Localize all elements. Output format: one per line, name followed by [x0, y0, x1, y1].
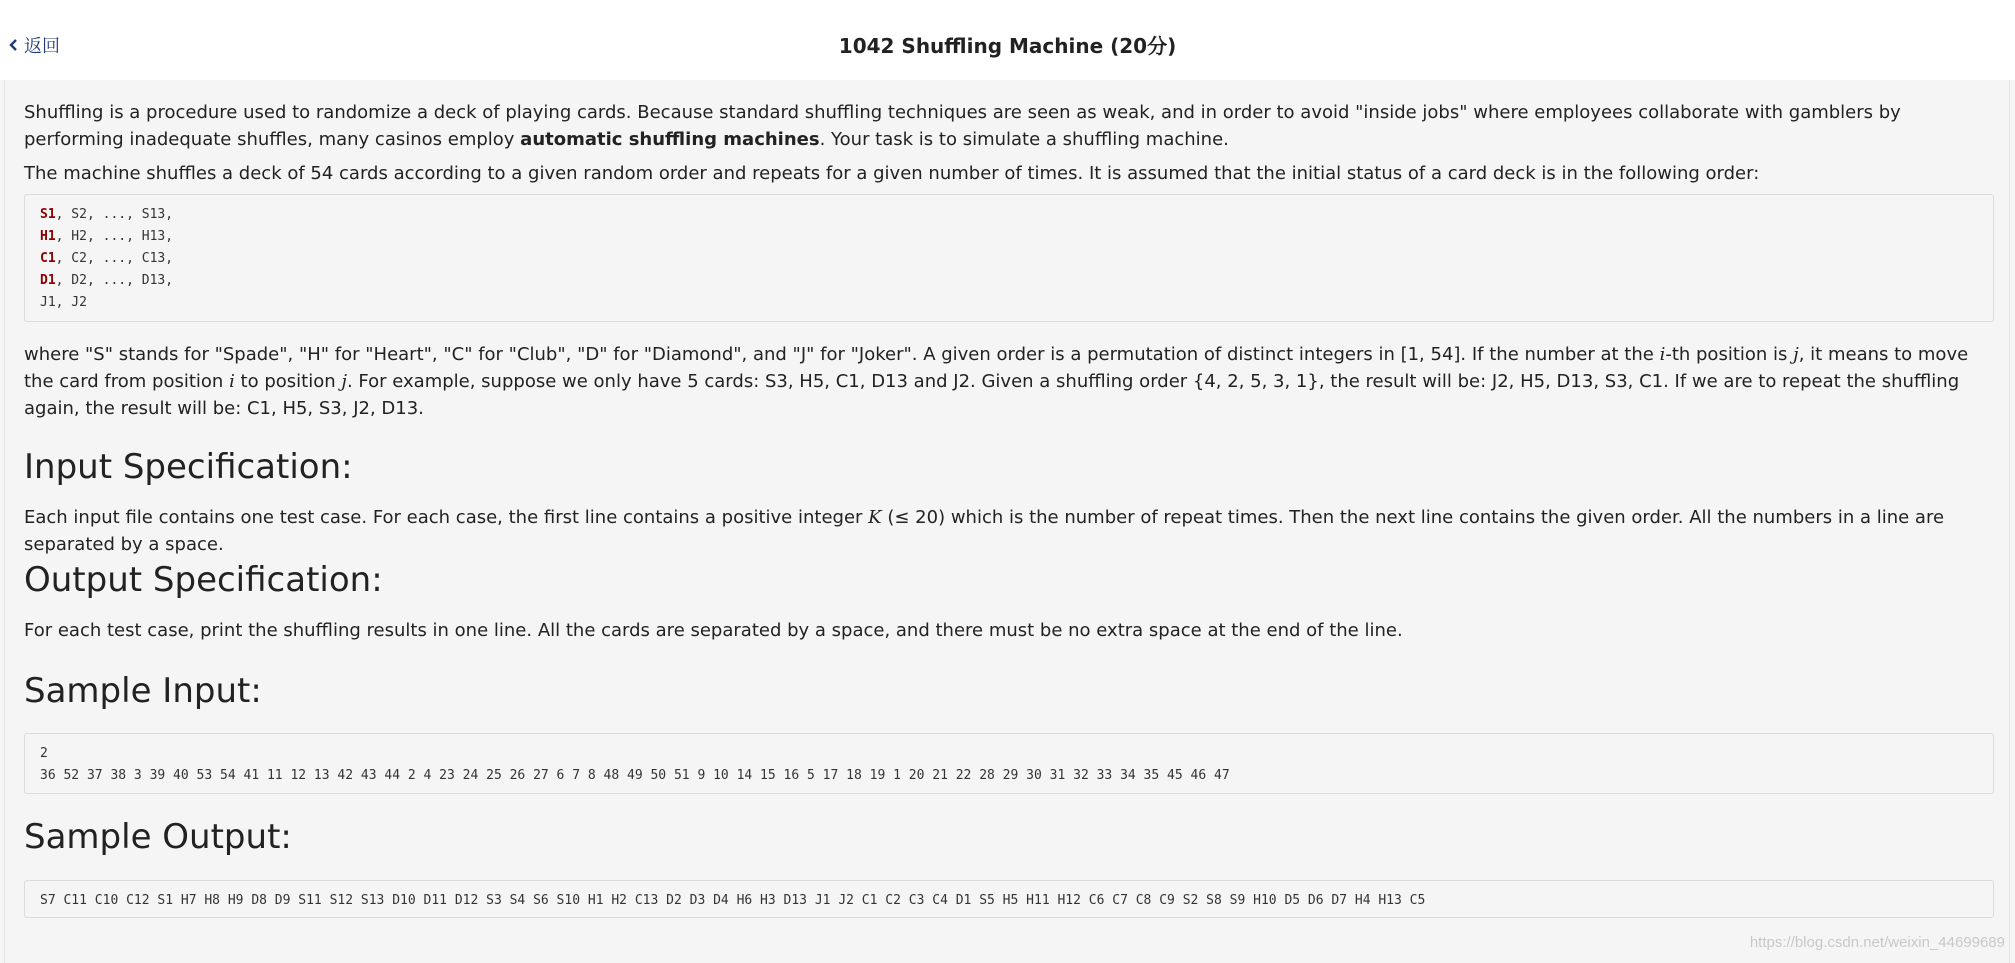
output-spec-paragraph: For each test case, print the shuffling results in one line. All the cards are separated by a space, and there must be no extra space at the end of the line. — [24, 620, 1403, 641]
input-spec-heading: Input Specification: — [24, 447, 353, 487]
sample-output-block: S7 C11 C10 C12 S1 H7 H8 H9 D8 D9 S11 S12 S13 D10 D11 D12 S3 S4 S6 S10 H1 H2 C13 D2 D3 D4 H6 H3 D13 J1 J2 C1 C2 C3 C4 D1 S5 H5 H11 H12 C6 C7 C8 C9 S2 S8 S9 H10 D5 D6 D7 H4 H13 C5 — [24, 880, 1994, 918]
input-spec-paragraph: Each input file contains one test case. For each case, the first line contains a positive integer K (≤ 20) which is the number of repeat times. Then the next line contains the given order. All the numbers in a line are separated by a space. — [24, 507, 1945, 555]
page-title: 1042 Shuffling Machine (20分) — [838, 34, 1177, 58]
intro-paragraph: Shuffling is a procedure used to randomize a deck of playing cards. Because standard shuffling techniques are seen as weak, and in order to avoid "inside jobs" where employees collaborate with gamblers by performing inadequate shuffles, many casinos employ automatic shuffling machines. Your task is to simulate a shuffling machine. — [24, 102, 1901, 150]
sample-input-block: 2 36 52 37 38 3 39 40 53 54 41 11 12 13 42 43 44 2 4 23 24 25 26 27 6 7 8 48 49 50 51 9 10 14 15 16 5 17 18 19 1 20 21 22 28 29 30 31 32 33 34 35 45 46 47 — [24, 733, 1994, 794]
deck-line: D1, D2, ..., D13, — [40, 273, 174, 288]
deck-code-block — [24, 194, 1994, 322]
deck-line: J1, J2 — [40, 295, 87, 310]
deck-line: S1, S2, ..., S13, — [40, 207, 174, 222]
deck-line: C1, C2, ..., C13, — [40, 251, 174, 266]
machine-paragraph: The machine shuffles a deck of 54 cards according to a given random order and repeats for a given number of times. It is assumed that the initial status of a card deck is in the following order: — [24, 163, 1760, 184]
problem-content — [4, 80, 2010, 963]
sample-input-heading: Sample Input: — [24, 671, 262, 711]
deck-line: H1, H2, ..., H13, — [40, 229, 174, 244]
watermark: https://blog.csdn.net/weixin_44699689 — [1749, 934, 2005, 951]
top-bar — [0, 0, 2015, 80]
output-spec-heading: Output Specification: — [24, 560, 383, 600]
back-label: 返回 — [24, 36, 60, 57]
sample-output-heading: Sample Output: — [24, 817, 292, 857]
intro-bold: automatic shuffling machines — [520, 129, 820, 150]
where-paragraph: where "S" stands for "Spade", "H" for "Heart", "C" for "Club", "D" for "Diamond", and "J" for "Joker". A given order is a permutation of distinct integers in [1, 54]. If the number at the i-th position is j, it means to move the card from position i to position j. For example, suppose we only have 5 cards: S3, H5, C1, D13 and J2. Given a shuffling order {4, 2, 5, 3, 1}, the result will be: J2, H5, D13, S3, C1. If we are to repeat the shuffling again, the result will be: C1, H5, S3, J2, D13. — [24, 344, 1969, 419]
